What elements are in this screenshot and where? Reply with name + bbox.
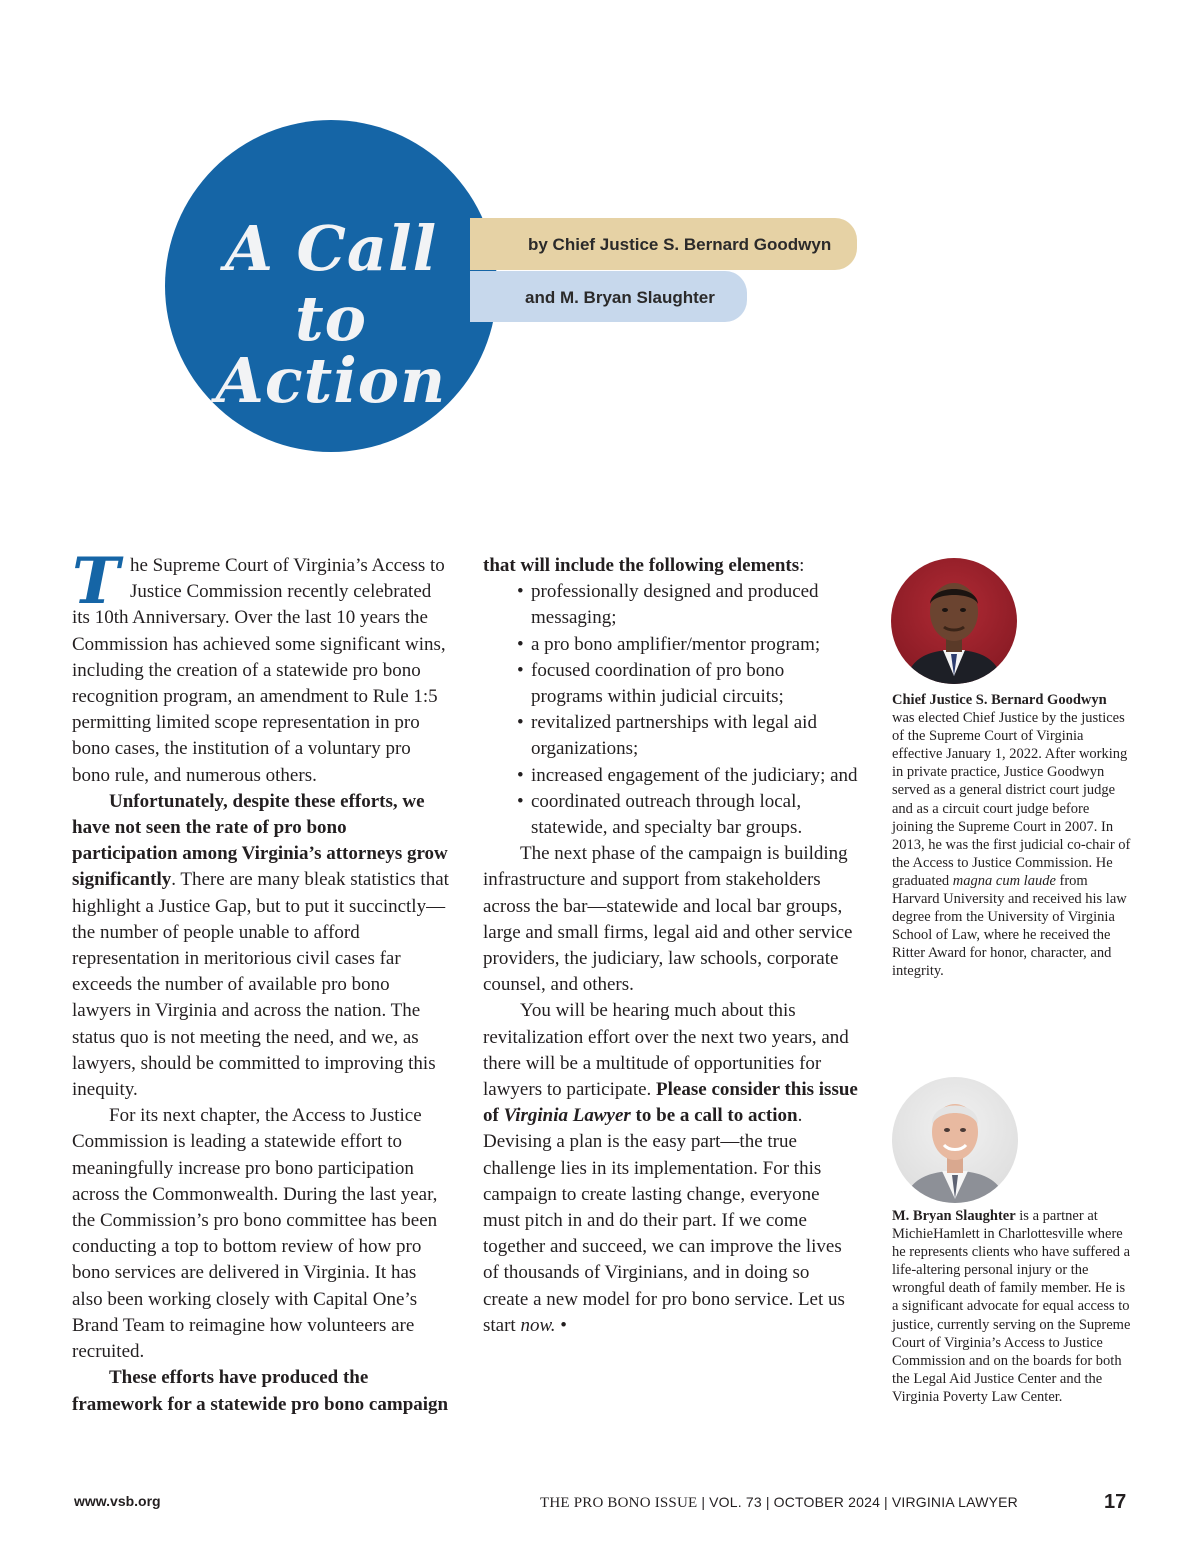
list-item: • a pro bono amplifier/mentor program; xyxy=(517,632,858,658)
slaughter-bio-text: is a partner at MichieHamlett in Charlottesville where he represents clients who have suffered a life-altering personal injury or the wrongful death of family member. He is a significant advocate for equal access to justice, currently serving on the Supreme Court of Virginia’s Access to Justice Commission and on the boards for both the Legal Aid Justice Center and the Virginia Poverty Law Center. xyxy=(892,1208,1131,1405)
footer-sep: | xyxy=(701,1494,706,1510)
paragraph-5: The next phase of the campaign is building infrastructure and support from stakeholders across the bar—statewide and local bar groups, large and small firms, legal aid and other service providers, the judiciary, law schools, corporate counsel, and others. xyxy=(483,843,853,996)
footer-sep: | xyxy=(765,1494,770,1510)
title-line-3: Action xyxy=(215,344,447,417)
title-line-2: to xyxy=(295,282,367,355)
paragraph-4-bold-a: These efforts have produced the framework for a statewide pro bono campaign xyxy=(72,1367,449,1415)
slaughter-bio xyxy=(892,1207,1132,1406)
goodwyn-bio-text-b: from Harvard University and received his law degree from the University of Virginia School of Law, where he received the Ritter Award for honor, character, and integrity. xyxy=(892,872,1127,980)
footer-volume: VOL. 73 xyxy=(709,1494,762,1510)
drop-cap: T xyxy=(72,544,120,619)
paragraph-4-continued xyxy=(483,553,858,579)
paragraph-1 xyxy=(72,544,450,789)
paragraph-6-text-a: You will be hearing much about this revitalization effort over the next two years, and there will be a multitude of opportunities for lawyers to participate. xyxy=(483,1000,849,1101)
footer-issue-line xyxy=(540,1494,1018,1512)
paragraph-6-italic-end: now. xyxy=(520,1314,556,1336)
end-mark: • xyxy=(560,1314,567,1336)
paragraph-2 xyxy=(72,789,450,1103)
list-item: • focused coordination of pro bono programs within judicial circuits; xyxy=(517,658,858,710)
page-number: 17 xyxy=(1104,1491,1127,1513)
footer-url: www.vsb.org xyxy=(74,1493,161,1509)
paragraph-6-bold-b: to be a call to action xyxy=(635,1105,798,1127)
footer-magazine: VIRGINIA LAWYER xyxy=(891,1494,1018,1510)
article-column-2 xyxy=(483,553,858,1339)
paragraph-2-bold: Unfortunately, despite these efforts, we have not seen the rate of pro bono participation among Virginia’s attorneys grow significantly xyxy=(72,790,448,891)
byline-author-1: by Chief Justice S. Bernard Goodwyn xyxy=(470,218,857,270)
goodwyn-bio-text-a: was elected Chief Justice by the justices of the Supreme Court of Virginia effective January 1, 2022. After working in private practice, Justice Goodwyn served as a general district court judge and as a circuit court judge before joining the Supreme Court in 2007. In 2013, he was the first judicial co-chair of the Access to Justice Commission. He graduated xyxy=(892,710,1131,889)
paragraph-1-text: he Supreme Court of Virginia’s Access to Justice Commission recently celebrated its 10th Anniversary. Over the last 10 years the Commission has achieved some significant wins, including the creation of a statewide pro bono recognition program, an amendment to Rule 1:5 permitting limited scope representation in pro bono cases, the institution of a voluntary pro bono rule, and numerous others. xyxy=(72,555,446,786)
magazine-name: Virginia Lawyer xyxy=(503,1105,631,1127)
goodwyn-bio-italic: magna cum laude xyxy=(952,872,1056,889)
goodwyn-photo xyxy=(891,558,1017,684)
list-item: • professionally designed and produced messaging; xyxy=(517,579,858,631)
title-line-1: A Call xyxy=(224,212,438,285)
slaughter-bio-name: M. Bryan Slaughter xyxy=(892,1208,1016,1224)
paragraph-3: For its next chapter, the Access to Justice Commission is leading a statewide effort to meaningfully increase pro bono participation across the Commonwealth. During the last year, the Commission’s pro bono committee has been conducting a top to bottom review of how pro bono services are delivered in Virginia. It has also been working closely with Capital One’s Brand Team to reimagine how volunteers are recruited. xyxy=(72,1105,438,1363)
paragraph-4 xyxy=(72,1365,450,1417)
paragraph-6 xyxy=(483,998,858,1339)
footer-issue: THE PRO BONO ISSUE xyxy=(540,1495,698,1511)
paragraph-6-bold-a: Please consider this issue of xyxy=(483,1079,858,1127)
paragraph-6-text-b: . Devising a plan is the easy part—the true challenge lies in its implementation. For this campaign to create lasting change, everyone must pitch in and do their part. If we come together and succeed, we can improve the lives of thousands of Virginians, and in doing so create a new model for pro bono service. Let us start xyxy=(483,1105,845,1336)
slaughter-photo xyxy=(892,1077,1018,1203)
footer-date: OCTOBER 2024 xyxy=(773,1494,881,1510)
footer-sep: | xyxy=(884,1494,888,1510)
list-item: • revitalized partnerships with legal aid organizations; xyxy=(517,710,858,762)
article-column-1 xyxy=(72,544,450,1418)
paragraph-4-bold-b: that will include the following elements xyxy=(483,555,800,576)
title-circle xyxy=(165,120,497,452)
elements-list xyxy=(483,579,858,841)
goodwyn-bio-name: Chief Justice S. Bernard Goodwyn xyxy=(892,692,1107,708)
goodwyn-bio xyxy=(892,691,1132,981)
list-item: • coordinated outreach through local, statewide, and specialty bar groups. xyxy=(517,789,858,841)
byline-author-2: and M. Bryan Slaughter xyxy=(470,271,747,322)
paragraph-2-text: . There are many bleak statistics that highlight a Justice Gap, but to put it succinctly—the number of people unable to afford representation in meritorious civil cases far exceeds the number of available pro bono lawyers in Virginia and across the nation. The status quo is not meeting the need, and we, as lawyers, should be committed to improving this inequity. xyxy=(72,869,449,1101)
list-item: • increased engagement of the judiciary; and xyxy=(517,763,858,789)
paragraph-4-colon: : xyxy=(799,555,805,576)
